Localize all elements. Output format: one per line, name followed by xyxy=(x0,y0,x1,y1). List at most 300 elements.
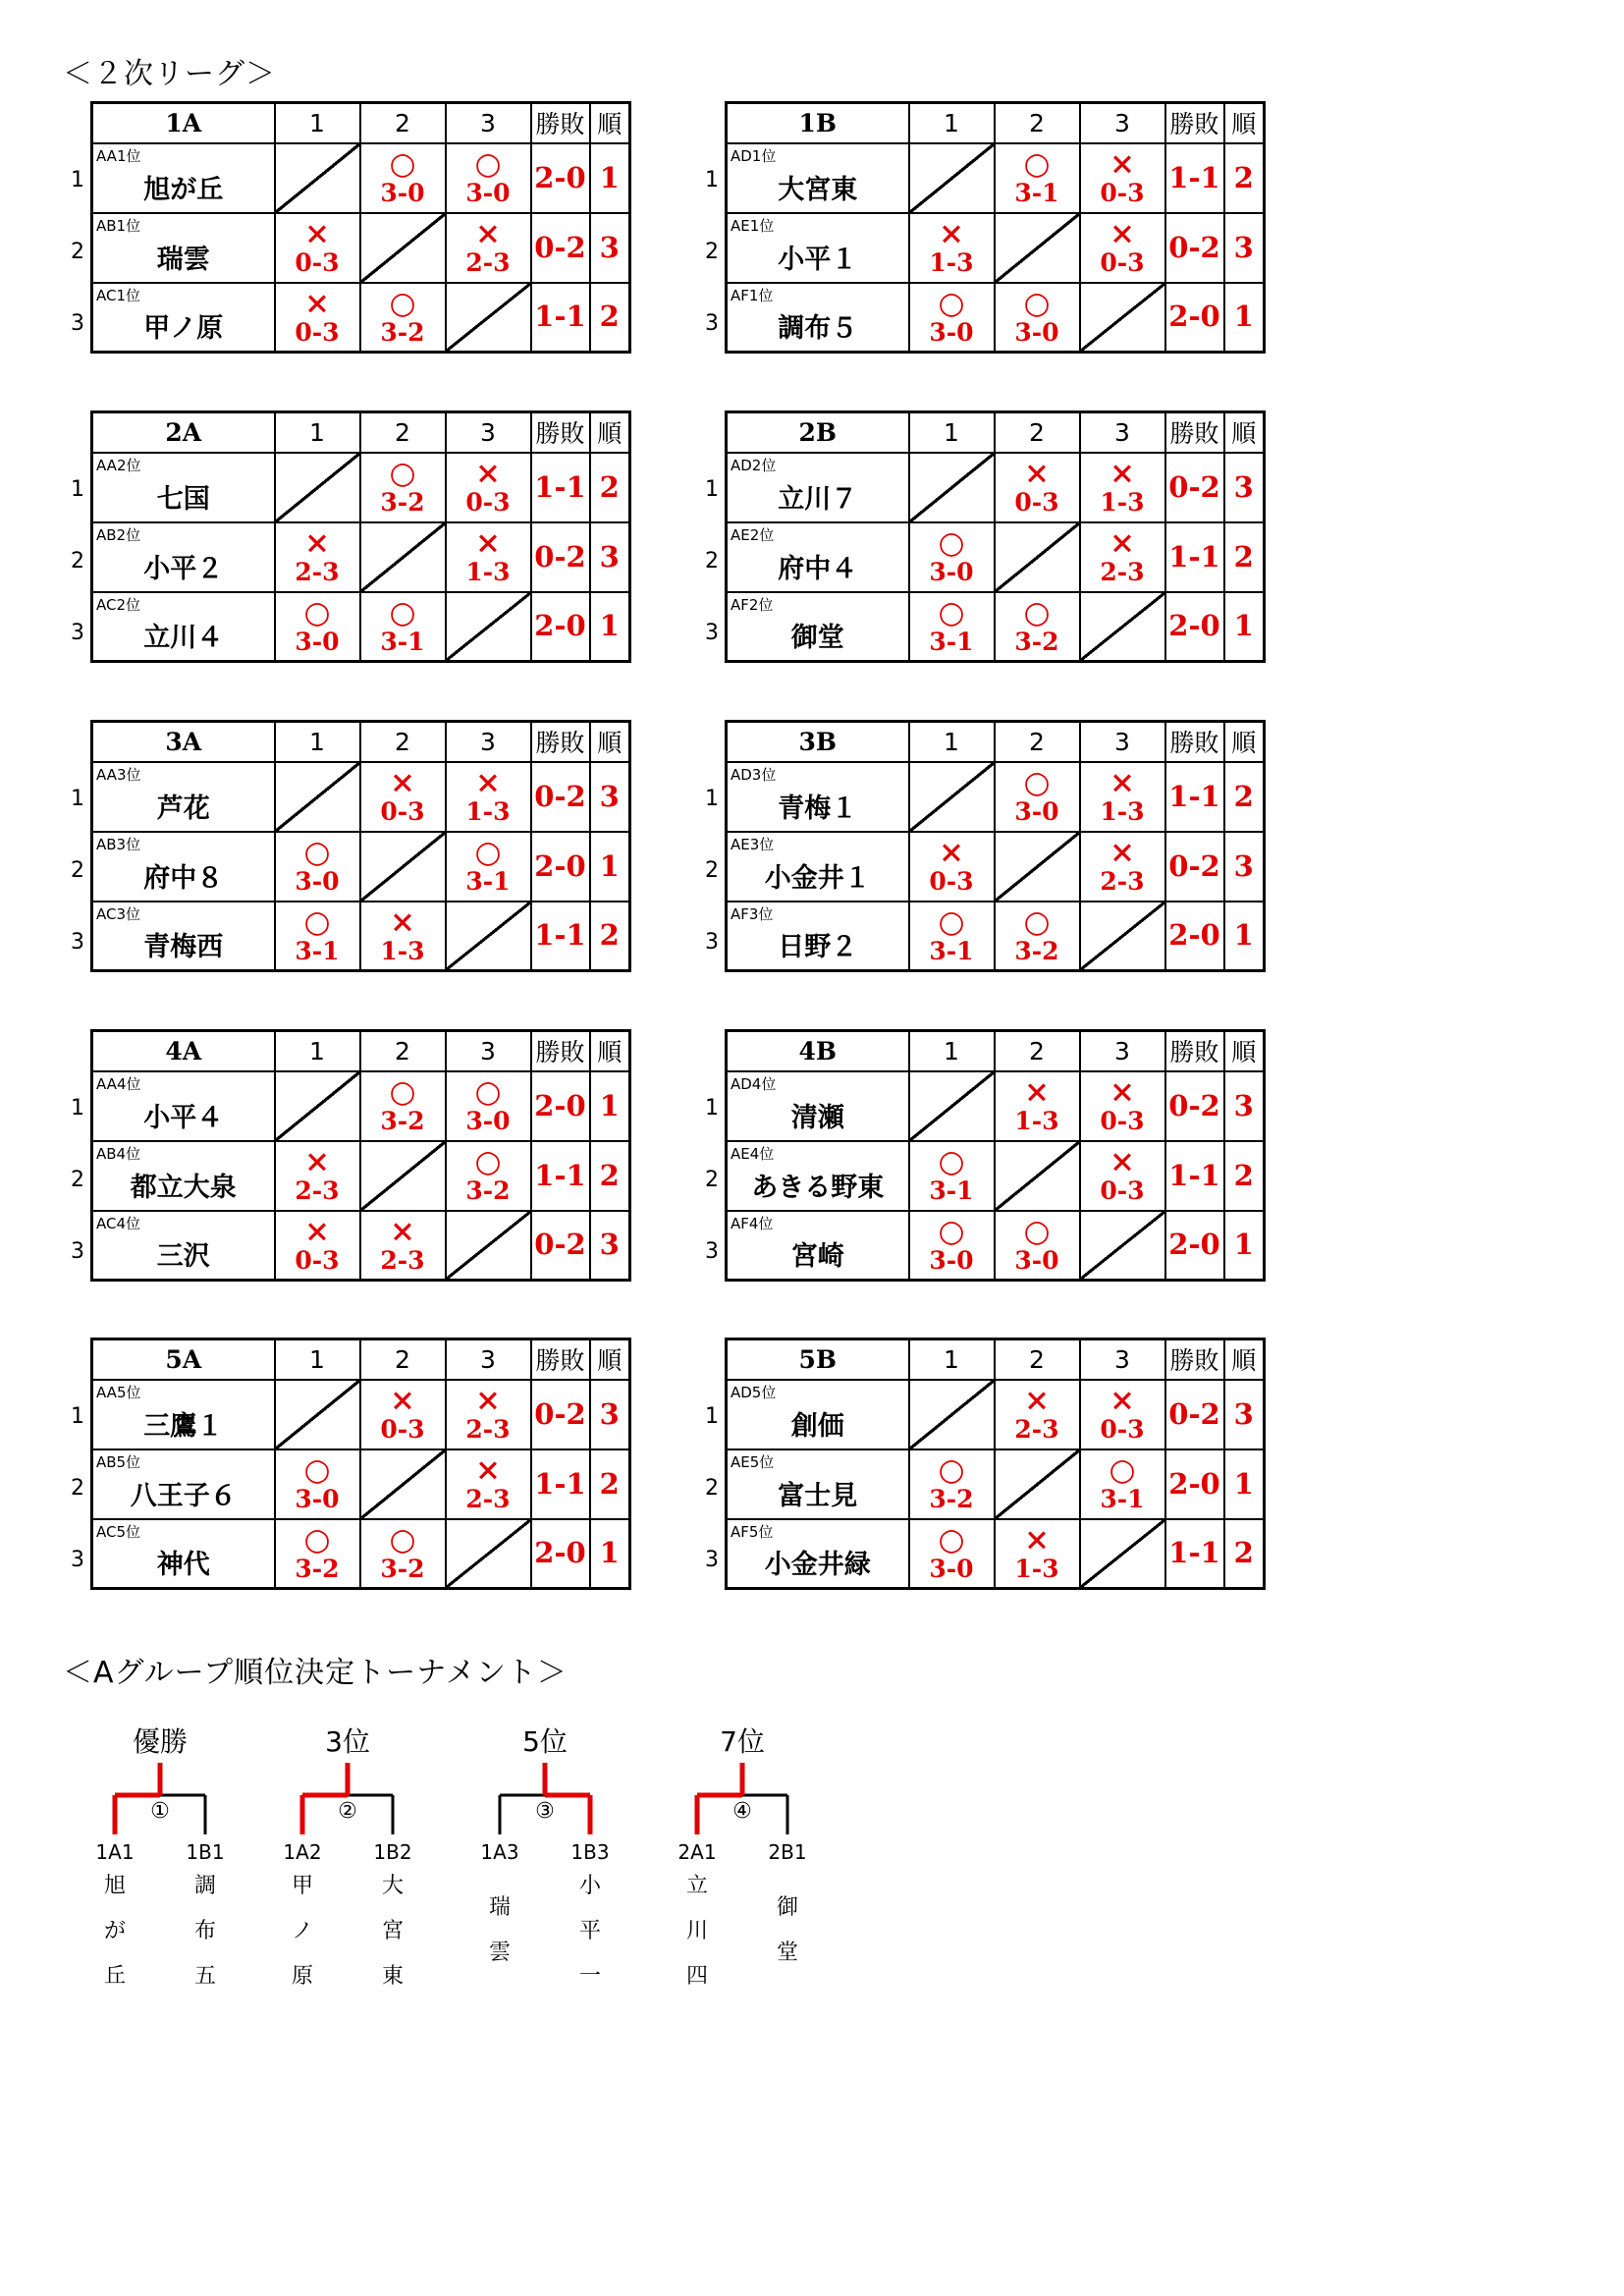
seed-label: AE5位 xyxy=(731,1452,775,1471)
team-name: 小平１ xyxy=(778,244,858,275)
seed-label: AF3位 xyxy=(731,904,774,923)
win-loss-record: 0-2 xyxy=(1165,213,1224,283)
win-mark: ○ xyxy=(474,1074,502,1110)
team-name-char: ノ xyxy=(291,1919,313,1943)
column-header: 順 xyxy=(590,103,630,143)
loss-mark: × xyxy=(304,525,330,561)
match-score: 2-3 xyxy=(1014,1415,1059,1444)
win-mark: ○ xyxy=(389,594,416,630)
team-name-char: 五 xyxy=(193,1964,216,1989)
team-name: 調布５ xyxy=(778,313,858,345)
match-score: 3-2 xyxy=(1014,936,1059,965)
column-header: 1 xyxy=(909,412,995,453)
league-rank: 1 xyxy=(590,143,630,213)
win-mark: ○ xyxy=(303,903,331,940)
match-score: 1-3 xyxy=(465,797,511,826)
column-header: 勝敗 xyxy=(531,412,590,453)
win-mark: ○ xyxy=(938,1521,965,1558)
row-number: 2 xyxy=(71,240,84,264)
team-name-char: 堂 xyxy=(776,1941,798,1965)
bracket-title: 7位 xyxy=(720,1725,765,1758)
win-loss-record: 0-2 xyxy=(531,522,590,592)
league-rank: 2 xyxy=(1224,1141,1265,1211)
win-mark: ○ xyxy=(389,146,416,182)
league-name: 3A xyxy=(92,722,275,762)
win-loss-record: 0-2 xyxy=(1165,453,1224,522)
seed-label: AE3位 xyxy=(731,835,775,853)
team-name: 小平２ xyxy=(143,553,224,584)
seed-label: AD3位 xyxy=(731,765,777,784)
team-name: 七国 xyxy=(156,483,210,515)
bracket-slot-right: 1B3 xyxy=(570,1840,610,1864)
team-name: 八王子６ xyxy=(130,1480,237,1511)
row-number: 2 xyxy=(705,1168,719,1192)
league-rank: 3 xyxy=(1224,213,1265,283)
bracket-team-right xyxy=(186,1864,225,1999)
league-rank: 3 xyxy=(1224,1071,1265,1141)
match-score: 0-3 xyxy=(1100,1176,1145,1205)
bracket-slot-left: 1A1 xyxy=(95,1840,135,1864)
row-number: 2 xyxy=(705,549,719,574)
row-number: 2 xyxy=(71,549,84,574)
team-name: 大宮東 xyxy=(778,174,858,205)
win-loss-record: 2-0 xyxy=(531,832,590,902)
league-rank: 2 xyxy=(1224,522,1265,592)
league-name: 3B xyxy=(727,722,909,762)
team-name: 三鷹１ xyxy=(143,1410,224,1442)
loss-mark: × xyxy=(304,1144,330,1179)
team-name: 芦花 xyxy=(156,793,210,824)
row-number: 1 xyxy=(71,1096,84,1121)
seed-label: AA5位 xyxy=(96,1383,141,1401)
match-score: 2-3 xyxy=(465,1415,511,1444)
win-loss-record: 2-0 xyxy=(1165,1211,1224,1281)
column-header: 3 xyxy=(1080,103,1165,143)
match-score: 3-0 xyxy=(929,558,974,586)
seed-label: AE1位 xyxy=(731,216,775,235)
column-header: 1 xyxy=(909,1339,995,1380)
team-name: 三沢 xyxy=(156,1241,210,1273)
seed-label: AD2位 xyxy=(731,456,777,474)
match-number: ② xyxy=(338,1799,357,1824)
team-name: 御堂 xyxy=(790,623,844,654)
row-number: 1 xyxy=(71,787,84,811)
win-loss-record: 0-2 xyxy=(1165,1380,1224,1449)
league-rank: 2 xyxy=(590,283,630,353)
column-header: 3 xyxy=(446,1339,531,1380)
win-loss-record: 0-2 xyxy=(531,1380,590,1449)
column-header: 3 xyxy=(446,1031,531,1071)
loss-mark: × xyxy=(1110,1074,1135,1110)
column-header: 順 xyxy=(1224,722,1265,762)
column-header: 2 xyxy=(995,1339,1080,1380)
column-header: 勝敗 xyxy=(1165,1031,1224,1071)
match-score: 3-2 xyxy=(465,1176,511,1205)
row-number: 1 xyxy=(705,168,719,192)
team-name: 瑞雲 xyxy=(156,244,210,275)
tournament-section-title: ＜Aグループ順位決定トーナメント＞ xyxy=(63,1656,568,1690)
column-header: 順 xyxy=(1224,1339,1265,1380)
loss-mark: × xyxy=(475,525,501,561)
match-score: 3-2 xyxy=(295,1554,340,1583)
seed-label: AA1位 xyxy=(96,146,141,165)
row-number: 3 xyxy=(71,1239,84,1264)
seed-label: AC1位 xyxy=(96,286,141,304)
bracket-slot-right: 1B2 xyxy=(373,1840,412,1864)
win-mark: ○ xyxy=(938,1144,965,1179)
loss-mark: × xyxy=(1024,456,1050,491)
win-mark: ○ xyxy=(303,1521,331,1558)
match-score: 3-2 xyxy=(929,1485,974,1513)
team-name: 旭が丘 xyxy=(143,174,224,205)
team-name-char: 四 xyxy=(685,1964,708,1989)
win-loss-record: 1-1 xyxy=(1165,522,1224,592)
win-mark: ○ xyxy=(303,835,331,870)
league-rank: 3 xyxy=(1224,832,1265,902)
win-loss-record: 2-0 xyxy=(1165,902,1224,971)
win-mark: ○ xyxy=(474,1144,502,1179)
match-score: 3-1 xyxy=(380,627,425,656)
row-number: 3 xyxy=(71,621,84,645)
seed-label: AE4位 xyxy=(731,1144,775,1163)
league-rank: 3 xyxy=(590,1211,630,1281)
team-name: 小金井１ xyxy=(764,862,871,894)
match-score: 0-3 xyxy=(295,317,340,347)
win-loss-record: 2-0 xyxy=(531,592,590,662)
loss-mark: × xyxy=(475,765,501,800)
league-rank: 1 xyxy=(1224,1211,1265,1281)
column-header: 勝敗 xyxy=(531,722,590,762)
team-name: 立川４ xyxy=(143,623,224,654)
loss-mark: × xyxy=(1110,765,1135,800)
bracket-team-left xyxy=(95,1864,135,1999)
team-name-char: 瑞 xyxy=(488,1895,511,1920)
loss-mark: × xyxy=(304,216,330,251)
match-score: 1-3 xyxy=(380,936,425,965)
bracket-team-right xyxy=(768,1886,807,1976)
loss-mark: × xyxy=(1110,456,1135,491)
league-rank: 3 xyxy=(590,522,630,592)
column-header: 3 xyxy=(446,412,531,453)
match-score: 2-3 xyxy=(465,248,511,277)
loss-mark: × xyxy=(1024,1521,1050,1558)
match-score: 3-0 xyxy=(465,1107,511,1135)
row-number: 1 xyxy=(71,477,84,502)
league-rank: 3 xyxy=(590,1380,630,1449)
seed-label: AD5位 xyxy=(731,1383,777,1401)
match-score: 3-1 xyxy=(929,1176,974,1205)
league-name: 5B xyxy=(727,1339,909,1380)
column-header: 2 xyxy=(995,1031,1080,1071)
bracket-team-left xyxy=(283,1864,322,1999)
team-name: 府中４ xyxy=(778,553,858,584)
win-loss-record: 2-0 xyxy=(531,1519,590,1589)
column-header: 2 xyxy=(360,412,446,453)
win-loss-record: 1-1 xyxy=(531,1141,590,1211)
match-score: 3-1 xyxy=(1014,179,1059,207)
seed-label: AF2位 xyxy=(731,595,774,614)
match-score: 0-3 xyxy=(295,1245,340,1275)
column-header: 勝敗 xyxy=(531,1339,590,1380)
column-header: 勝敗 xyxy=(531,103,590,143)
match-score: 3-0 xyxy=(1014,797,1059,826)
loss-mark: × xyxy=(390,1383,415,1418)
match-score: 0-3 xyxy=(1100,1415,1145,1444)
team-name-char: 布 xyxy=(193,1919,216,1943)
win-mark: ○ xyxy=(938,1452,965,1488)
seed-label: AA2位 xyxy=(96,456,141,474)
win-mark: ○ xyxy=(389,285,416,321)
match-score: 2-3 xyxy=(465,1485,511,1513)
loss-mark: × xyxy=(939,835,964,870)
team-name-char: 御 xyxy=(776,1895,798,1920)
column-header: 2 xyxy=(360,1031,446,1071)
win-mark: ○ xyxy=(474,146,502,182)
win-mark: ○ xyxy=(1023,285,1051,321)
league-rank: 2 xyxy=(590,902,630,971)
match-score: 3-0 xyxy=(929,317,974,347)
win-loss-record: 2-0 xyxy=(1165,1449,1224,1519)
row-number: 1 xyxy=(71,168,84,192)
loss-mark: × xyxy=(1110,146,1135,182)
seed-label: AC5位 xyxy=(96,1522,141,1541)
column-header: 3 xyxy=(1080,412,1165,453)
column-header: 1 xyxy=(275,412,360,453)
column-header: 1 xyxy=(909,1031,995,1071)
team-name: 富士見 xyxy=(778,1480,858,1511)
team-name: 都立大泉 xyxy=(130,1172,237,1203)
column-header: 1 xyxy=(275,103,360,143)
loss-mark: × xyxy=(939,216,964,251)
row-number: 2 xyxy=(705,1476,719,1501)
win-loss-record: 1-1 xyxy=(1165,762,1224,832)
team-name-char: 原 xyxy=(291,1964,313,1989)
win-loss-record: 2-0 xyxy=(531,1071,590,1141)
seed-label: AB3位 xyxy=(96,835,141,853)
win-mark: ○ xyxy=(1023,594,1051,630)
bracket-title: 優勝 xyxy=(132,1725,188,1758)
team-name-char: 甲 xyxy=(291,1874,313,1898)
column-header: 3 xyxy=(1080,722,1165,762)
column-header: 勝敗 xyxy=(1165,103,1224,143)
match-score: 3-0 xyxy=(380,179,425,207)
league-rank: 3 xyxy=(1224,453,1265,522)
column-header: 順 xyxy=(1224,412,1265,453)
league-name: 1B xyxy=(727,103,909,143)
league-name: 4A xyxy=(92,1031,275,1071)
win-loss-record: 0-2 xyxy=(1165,832,1224,902)
league-rank: 3 xyxy=(1224,1380,1265,1449)
win-loss-record: 1-1 xyxy=(1165,1141,1224,1211)
win-mark: ○ xyxy=(938,903,965,940)
team-name-char: 宮 xyxy=(381,1919,404,1943)
row-number: 3 xyxy=(705,930,719,955)
row-number: 3 xyxy=(705,1548,719,1572)
loss-mark: × xyxy=(390,903,415,940)
win-loss-record: 0-2 xyxy=(531,762,590,832)
league-rank: 1 xyxy=(1224,592,1265,662)
column-header: 1 xyxy=(909,103,995,143)
match-score: 2-3 xyxy=(295,1176,340,1205)
win-mark: ○ xyxy=(389,1521,416,1558)
loss-mark: × xyxy=(475,1452,501,1488)
loss-mark: × xyxy=(475,456,501,491)
match-score: 1-3 xyxy=(1014,1554,1059,1583)
match-score: 1-3 xyxy=(1100,488,1145,517)
match-score: 1-3 xyxy=(929,248,974,277)
win-mark: ○ xyxy=(1023,1213,1051,1249)
seed-label: AB5位 xyxy=(96,1452,141,1471)
row-number: 1 xyxy=(705,787,719,811)
seed-label: AC3位 xyxy=(96,904,141,923)
league-name: 5A xyxy=(92,1339,275,1380)
match-score: 3-1 xyxy=(929,936,974,965)
column-header: 順 xyxy=(590,412,630,453)
win-loss-record: 2-0 xyxy=(1165,283,1224,353)
match-score: 0-3 xyxy=(1100,179,1145,207)
league-rank: 1 xyxy=(1224,902,1265,971)
match-score: 0-3 xyxy=(1100,248,1145,277)
column-header: 2 xyxy=(360,722,446,762)
match-score: 3-1 xyxy=(929,627,974,656)
league-rank: 1 xyxy=(590,832,630,902)
bracket-slot-left: 1A3 xyxy=(480,1840,519,1864)
column-header: 1 xyxy=(275,722,360,762)
league-rank: 2 xyxy=(1224,1519,1265,1589)
team-name: あきる野東 xyxy=(751,1172,885,1203)
league-rank: 1 xyxy=(1224,283,1265,353)
loss-mark: × xyxy=(1110,216,1135,251)
match-score: 3-0 xyxy=(295,627,340,656)
row-number: 1 xyxy=(705,477,719,502)
column-header: 順 xyxy=(1224,1031,1265,1071)
win-mark: ○ xyxy=(938,525,965,561)
win-loss-record: 1-1 xyxy=(531,1449,590,1519)
win-loss-record: 1-1 xyxy=(531,283,590,353)
team-name-char: 旭 xyxy=(103,1874,126,1898)
seed-label: AD4位 xyxy=(731,1074,777,1093)
match-score: 3-0 xyxy=(929,1554,974,1583)
seed-label: AA3位 xyxy=(96,765,141,784)
seed-label: AF1位 xyxy=(731,286,774,304)
match-score: 3-0 xyxy=(929,1245,974,1275)
column-header: 2 xyxy=(360,103,446,143)
win-loss-record: 1-1 xyxy=(1165,143,1224,213)
league-rank: 2 xyxy=(1224,143,1265,213)
column-header: 順 xyxy=(590,1339,630,1380)
bracket-title: 5位 xyxy=(522,1725,568,1758)
column-header: 順 xyxy=(590,1031,630,1071)
seed-label: AF4位 xyxy=(731,1214,774,1232)
win-mark: ○ xyxy=(303,1452,331,1488)
loss-mark: × xyxy=(390,1213,415,1249)
match-score: 3-0 xyxy=(1014,317,1059,347)
team-name-char: 小 xyxy=(578,1874,601,1898)
league-name: 2B xyxy=(727,412,909,453)
match-score: 0-3 xyxy=(380,797,425,826)
match-score: 0-3 xyxy=(929,867,974,896)
win-loss-record: 0-2 xyxy=(1165,1071,1224,1141)
match-score: 3-0 xyxy=(295,1485,340,1513)
column-header: 3 xyxy=(1080,1339,1165,1380)
match-score: 0-3 xyxy=(465,488,511,517)
column-header: 勝敗 xyxy=(531,1031,590,1071)
match-number: ③ xyxy=(535,1799,555,1824)
match-score: 3-1 xyxy=(1100,1485,1145,1513)
team-name: 神代 xyxy=(156,1550,210,1581)
seed-label: AF5位 xyxy=(731,1522,774,1541)
win-loss-record: 1-1 xyxy=(1165,1519,1224,1589)
team-name: 清瀬 xyxy=(790,1102,844,1133)
team-name: 宮崎 xyxy=(790,1241,844,1273)
column-header: 勝敗 xyxy=(1165,1339,1224,1380)
team-name: 創価 xyxy=(790,1410,844,1442)
bracket-team-left xyxy=(480,1886,519,1976)
loss-mark: × xyxy=(1110,835,1135,870)
bracket-title: 3位 xyxy=(325,1725,370,1758)
loss-mark: × xyxy=(1110,525,1135,561)
win-mark: ○ xyxy=(1023,146,1051,182)
team-name-char: 川 xyxy=(685,1919,708,1943)
league-rank: 2 xyxy=(1224,762,1265,832)
win-mark: ○ xyxy=(1023,765,1051,800)
match-score: 3-0 xyxy=(1014,1245,1059,1275)
win-loss-record: 1-1 xyxy=(531,902,590,971)
match-score: 3-1 xyxy=(465,867,511,896)
seed-label: AD1位 xyxy=(731,146,777,165)
seed-label: AB2位 xyxy=(96,525,141,544)
loss-mark: × xyxy=(475,216,501,251)
match-score: 0-3 xyxy=(380,1415,425,1444)
column-header: 勝敗 xyxy=(1165,412,1224,453)
bracket-team-left xyxy=(677,1864,717,1999)
loss-mark: × xyxy=(1024,1074,1050,1110)
column-header: 2 xyxy=(995,412,1080,453)
team-name: 甲ノ原 xyxy=(143,313,224,345)
column-header: 2 xyxy=(995,103,1080,143)
team-name: 小金井緑 xyxy=(764,1550,871,1581)
bracket-slot-left: 1A2 xyxy=(283,1840,322,1864)
win-mark: ○ xyxy=(303,594,331,630)
row-number: 3 xyxy=(71,311,84,336)
column-header: 3 xyxy=(446,722,531,762)
loss-mark: × xyxy=(1110,1383,1135,1418)
match-score: 3-2 xyxy=(380,488,425,517)
team-name-char: 平 xyxy=(578,1919,601,1943)
seed-label: AB1位 xyxy=(96,216,141,235)
row-number: 1 xyxy=(705,1404,719,1429)
match-score: 1-3 xyxy=(465,558,511,586)
league-rank: 3 xyxy=(590,213,630,283)
league-rank: 2 xyxy=(590,1449,630,1519)
team-name-char: 東 xyxy=(381,1964,404,1989)
win-loss-record: 2-0 xyxy=(531,143,590,213)
row-number: 3 xyxy=(705,621,719,645)
column-header: 1 xyxy=(275,1339,360,1380)
team-name: 青梅１ xyxy=(778,793,858,824)
row-number: 1 xyxy=(71,1404,84,1429)
win-mark: ○ xyxy=(474,835,502,870)
column-header: 順 xyxy=(1224,103,1265,143)
team-name: 青梅西 xyxy=(143,932,224,963)
loss-mark: × xyxy=(304,285,330,321)
league-rank: 1 xyxy=(1224,1449,1265,1519)
row-number: 2 xyxy=(71,858,84,883)
seed-label: AC4位 xyxy=(96,1214,141,1232)
league-rank: 1 xyxy=(590,592,630,662)
win-loss-record: 1-1 xyxy=(531,453,590,522)
seed-label: AB4位 xyxy=(96,1144,141,1163)
